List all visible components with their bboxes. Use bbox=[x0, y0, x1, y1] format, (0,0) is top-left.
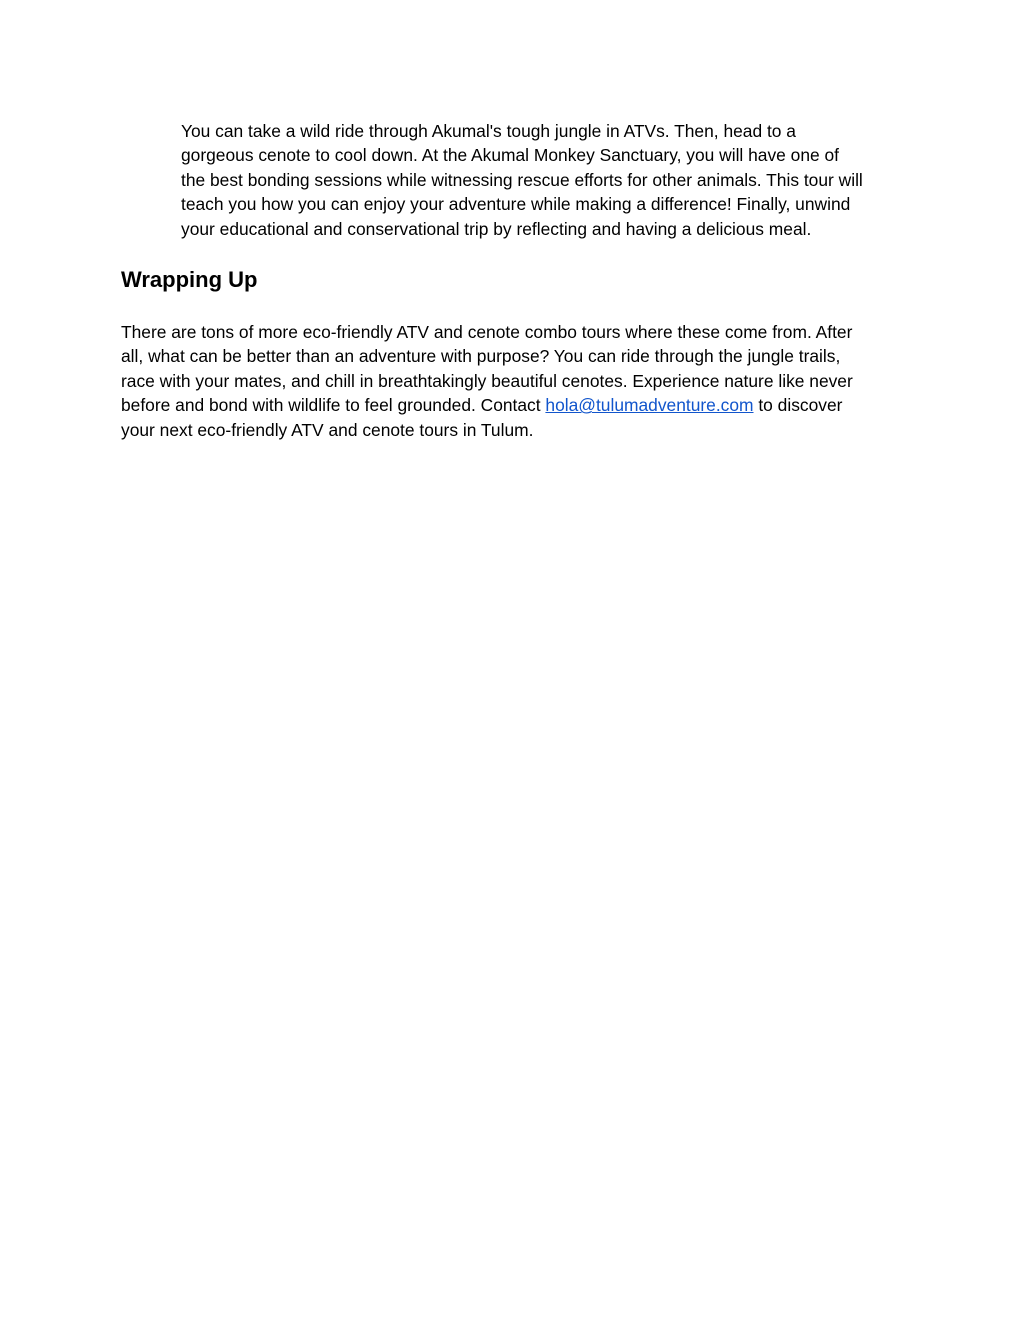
paragraph-text: to discover bbox=[753, 395, 843, 416]
indented-paragraph bbox=[181, 119, 909, 241]
paragraph-line: race with your mates, and chill in breathtakingly beautiful cenotes. Experience nature like never bbox=[121, 370, 853, 391]
paragraph-line: your next eco-friendly ATV and cenote tours in Tulum. bbox=[121, 419, 534, 440]
paragraph-line: There are tons of more eco-friendly ATV and cenote combo tours where these come from. After bbox=[121, 322, 853, 342]
paragraph-line: the best bonding sessions while witnessing rescue efforts for other animals. This tour will bbox=[181, 169, 863, 190]
paragraph-line: your educational and conservational trip by reflecting and having a delicious meal. bbox=[181, 218, 812, 239]
paragraph-line: You can take a wild ride through Akumal's tough jungle in ATVs. Then, head to a bbox=[181, 121, 796, 141]
paragraph-line: all, what can be better than an adventure with purpose? You can ride through the jungle trails, bbox=[121, 346, 841, 367]
section-heading: Wrapping Up bbox=[121, 267, 258, 292]
paragraph-line: teach you how you can enjoy your adventure while making a difference! Finally, unwind bbox=[181, 194, 851, 215]
closing-paragraph bbox=[121, 320, 911, 442]
email-link[interactable]: hola@tulumadventure.com bbox=[545, 395, 754, 416]
paragraph-line: gorgeous cenote to cool down. At the Akumal Monkey Sanctuary, you will have one of bbox=[181, 145, 840, 166]
paragraph-text: before and bond with wildlife to feel grounded. Contact bbox=[121, 395, 546, 416]
